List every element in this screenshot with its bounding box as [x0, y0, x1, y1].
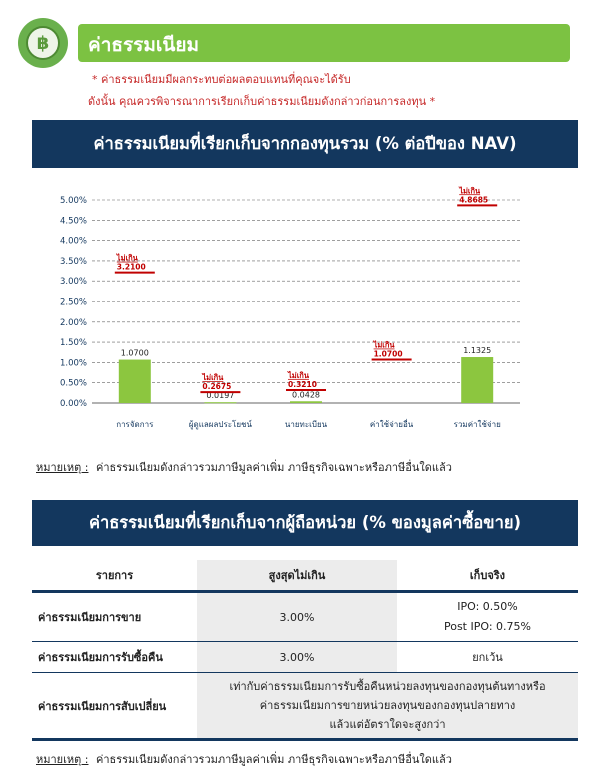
y-tick-label: 4.50% [59, 216, 87, 227]
max-value-label: 3.2100 [116, 262, 146, 272]
y-tick-label: 3.00% [59, 277, 87, 288]
table-row [32, 592, 578, 642]
max-value-label: 0.2675 [202, 382, 232, 392]
unitholder-fee-section-title: ค่าธรรมเนียมที่เรียกเก็บจากผู้ถือหน่วย (% ของมูลค่าซื้อขาย) [32, 500, 578, 546]
warning-line-2: ดังนั้น คุณควรพิจารณาการเรียกเก็บค่าธรรมเนียมดังกล่าวก่อนการลงทุน * [88, 95, 436, 108]
unitholder-fee-table [32, 560, 578, 741]
bar [461, 357, 493, 403]
row-item: ค่าธรรมเนียมการสับเปลี่ยน [32, 673, 197, 740]
switching-fee-line-3: แล้วแต่อัตราใดจะสูงกว่า [329, 718, 446, 731]
col-header-max: สูงสุดไม่เกิน [197, 560, 397, 592]
bar-value-label: 0.0428 [292, 390, 320, 400]
table-header-row [32, 560, 578, 592]
x-tick-label: การจัดการ [116, 420, 154, 429]
x-tick-label: นายทะเบียน [284, 420, 328, 429]
note-1 [36, 458, 452, 476]
y-tick-label: 2.00% [59, 317, 87, 328]
y-tick-label: 3.50% [59, 256, 87, 267]
switching-fee-line-2: ค่าธรรมเนียมการขายหน่วยลงทุนของกองทุนปลายทาง [259, 699, 516, 712]
max-value-label: 1.0700 [373, 349, 403, 359]
y-tick-label: 5.00% [59, 196, 87, 206]
bar-value-label: 1.0700 [120, 348, 149, 358]
fund-fee-chart [40, 185, 540, 445]
bar-value-label: 1.1325 [463, 346, 492, 356]
y-tick-label: 1.00% [59, 358, 87, 369]
note-1-text: ค่าธรรมเนียมดังกล่าวรวมภาษีมูลค่าเพิ่ม ภาษีธุรกิจเฉพาะหรือภาษีอื่นใดแล้ว [95, 461, 452, 474]
max-caption: ไม่เกิน [459, 186, 481, 196]
page-title: ค่าธรรมเนียม [78, 24, 570, 62]
baht-symbol: ฿ [26, 26, 60, 60]
note-1-label: หมายเหตุ : [36, 461, 89, 474]
row-item: ค่าธรรมเนียมการรับซื้อคืน [32, 642, 197, 673]
bar [119, 360, 151, 403]
y-tick-label: 4.00% [59, 236, 87, 247]
y-tick-label: 0.50% [59, 378, 87, 389]
col-header-item: รายการ [32, 560, 197, 592]
row-item: ค่าธรรมเนียมการขาย [32, 592, 197, 642]
warning-line-1: * ค่าธรรมเนียมมีผลกระทบต่อผลตอบแทนที่คุณจะได้รับ [92, 73, 351, 86]
col-header-actual: เก็บจริง [397, 560, 578, 592]
bar-value-label: 0.0197 [206, 391, 235, 401]
max-caption: ไม่เกิน [373, 340, 395, 350]
row-actual: ยกเว้น [397, 642, 578, 673]
max-caption: ไม่เกิน [202, 373, 224, 383]
y-tick-label: 1.50% [59, 338, 87, 349]
row-switching-fee-text [197, 673, 578, 740]
y-tick-label: 0.00% [59, 399, 87, 409]
note-2-text: ค่าธรรมเนียมดังกล่าวรวมภาษีมูลค่าเพิ่ม ภาษีธุรกิจเฉพาะหรือภาษีอื่นใดแล้ว [95, 753, 452, 766]
max-caption: ไม่เกิน [288, 370, 309, 380]
x-tick-label: รวมค่าใช้จ่าย [453, 420, 501, 429]
baht-coin-icon [18, 18, 68, 68]
max-value-label: 4.8685 [459, 195, 489, 205]
bar [290, 401, 322, 403]
switching-fee-line-1: เท่ากับค่าธรรมเนียมการรับซื้อคืนหน่วยลงทุนของกองทุนต้นทางหรือ [229, 680, 546, 693]
x-tick-label: ค่าใช้จ่ายอื่น [369, 420, 414, 429]
note-2-label: หมายเหตุ : [36, 753, 89, 766]
fund-fee-section-title: ค่าธรรมเนียมที่เรียกเก็บจากกองทุนรวม (% ต่อปีของ NAV) [32, 120, 578, 168]
y-tick-label: 2.50% [59, 297, 87, 308]
row-actual-post-ipo: Post IPO: 0.75% [443, 620, 531, 633]
max-caption: ไม่เกิน [116, 253, 138, 263]
row-actual [397, 592, 578, 642]
row-actual-ipo: IPO: 0.50% [457, 600, 518, 613]
bar [204, 402, 236, 403]
note-2 [36, 750, 452, 768]
table-row [32, 642, 578, 673]
x-tick-label: ผู้ดูแลผลประโยชน์ [188, 420, 252, 429]
max-value-label: 0.3210 [288, 379, 317, 389]
row-max: 3.00% [197, 642, 397, 673]
row-max: 3.00% [197, 592, 397, 642]
table-row [32, 673, 578, 740]
